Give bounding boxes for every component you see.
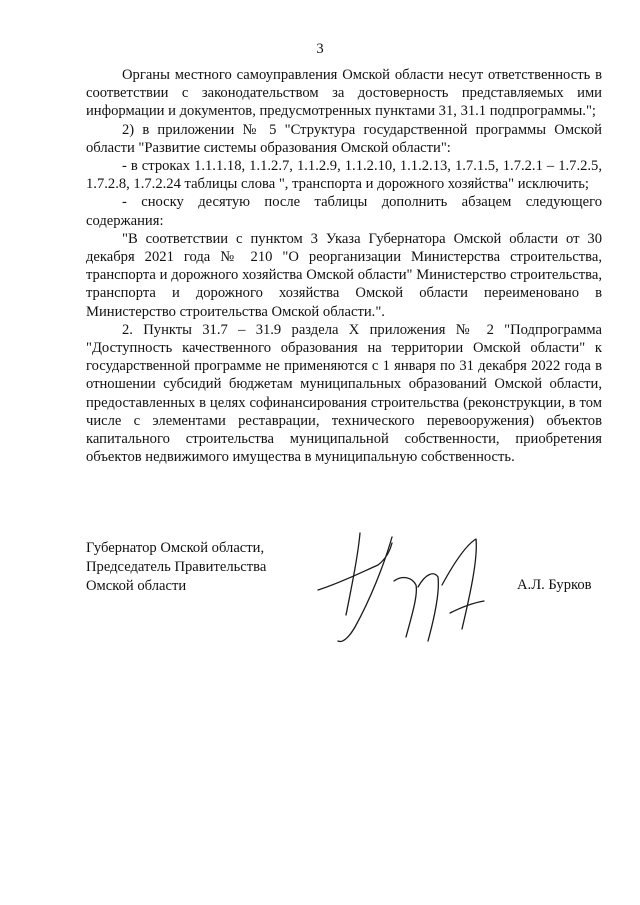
signature-title-block [86,539,266,596]
signatory-title-line-1: Губернатор Омской области, [86,540,265,556]
paragraph-point-2: 2. Пункты 31.7 – 31.9 раздела X приложения № 2 "Подпрограмма "Доступность качественного образования на территории Омской области" к государственной программе не применяются с 1 января по 31 декабря 2022 года в отношении субсидий бюджетам муниципальных образований Омской области, предоставленных в целях софинансирования строительства (реконструкции, в том числе с элементами реставрации, технического перевооружения) объектов капитального строительства муниципальной собственности, приобретения объектов недвижимого имущества в муниципальную собственность. [86,321,602,466]
signatory-title-line-3: Омской области [86,578,187,594]
paragraph-quoted-text: "В соответствии с пунктом 3 Указа Губернатора Омской области от 30 декабря 2021 года № 210 "О реорганизации Министерства строительства, транспорта и дорожного хозяйства Омской области" Министерство строительства, транспорта и дорожного хозяйства Омской области переименовано в Министерство строительства Омской области.". [86,230,602,320]
signatory-title-line-2: Председатель Правительства [86,559,267,575]
paragraph-footnote: - сноску десятую после таблицы дополнить абзацем следующего содержания: [86,194,602,229]
paragraph-rows-exclusion: - в строках 1.1.1.18, 1.1.2.7, 1.1.2.9, 1.1.2.10, 1.1.2.13, 1.7.1.5, 1.7.2.1 – 1.7.2.5, 1.7.2.8, 1.7.2.24 таблицы слова ", транспорта и дорожного хозяйства" исключить; [86,158,602,193]
paragraph-appendix-5: 2) в приложении № 5 "Структура государственной программы Омской области "Развитие системы образования Омской области": [86,121,602,156]
signatory-name: А.Л. Бурков [517,577,592,593]
paragraph-responsibility: Органы местного самоуправления Омской области несут ответственность в соответствии с законодательством за достоверность представляемых ими информации и документов, предусмотренных пунктами 31, 31.1 подпрограммы."; [86,67,602,120]
document-body [86,66,602,466]
handwritten-signature [300,515,500,655]
page-number: 3 [316,41,324,57]
